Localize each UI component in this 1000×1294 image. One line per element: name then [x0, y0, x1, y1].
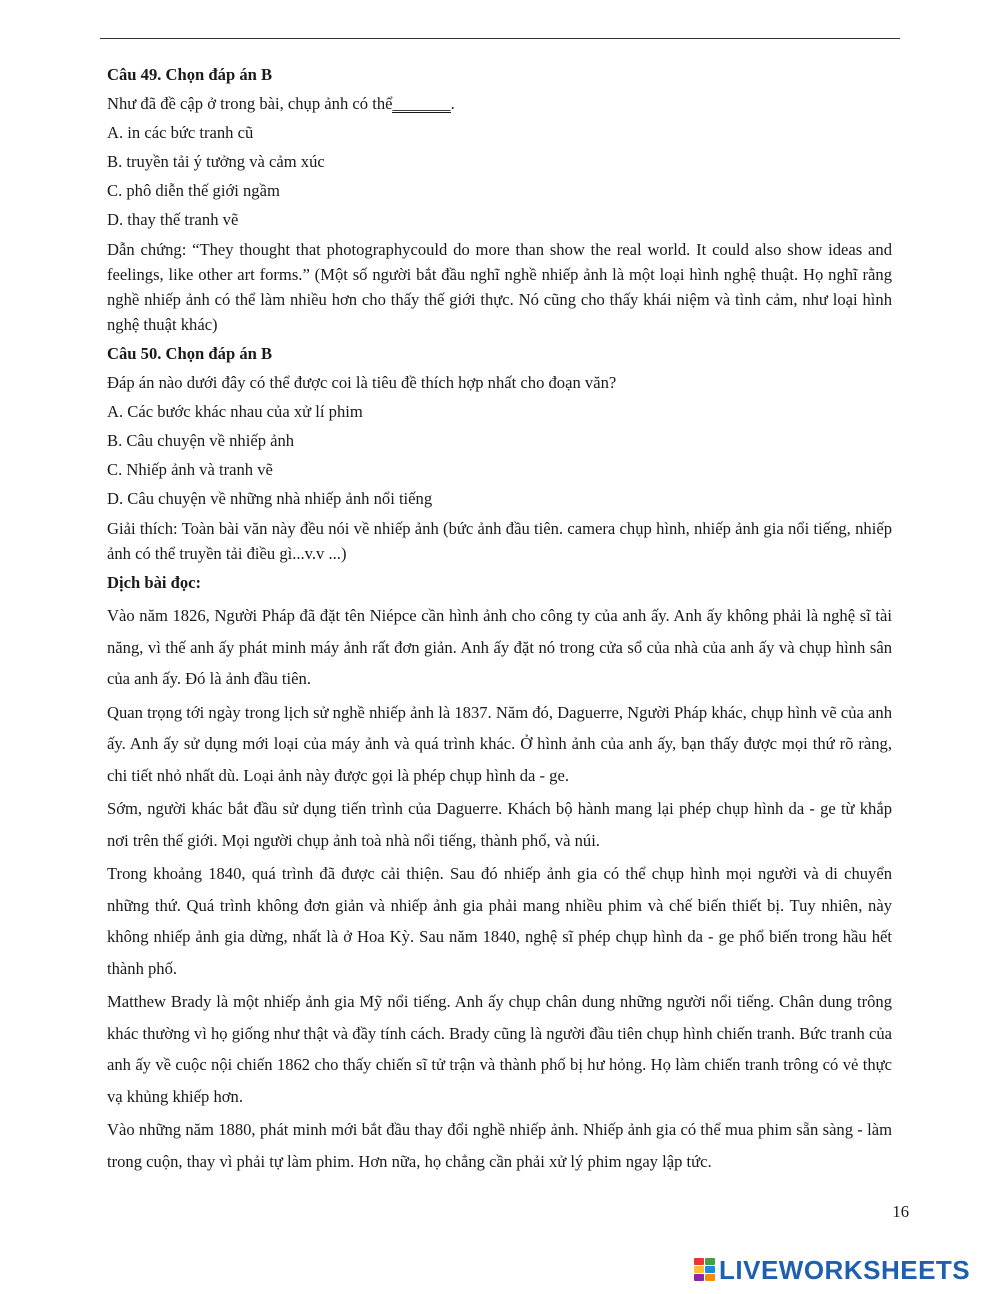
logo-cell — [705, 1266, 715, 1273]
q49-prompt — [107, 92, 892, 116]
liveworksheets-logo[interactable] — [694, 1256, 970, 1284]
q50-explanation: Giải thích: Toàn bài văn này đều nói về nhiếp ảnh (bức ảnh đầu tiên. camera chụp hình, nhiếp ảnh gia nổi tiếng, nhiếp ảnh có thể truyền tải điều gì...v.v ...) — [107, 519, 892, 563]
page-content — [107, 63, 892, 1179]
logo-cell — [705, 1274, 715, 1281]
q50-heading: Câu 50. Chọn đáp án B — [107, 344, 273, 363]
logo-cell — [694, 1258, 704, 1265]
page-number: 16 — [892, 1202, 909, 1221]
q49-option-c: C. phô diễn thế giới ngầm — [107, 181, 280, 200]
translation-paragraph: Vào năm 1826, Người Pháp đã đặt tên Niépce cần hình ảnh cho công ty của anh ấy. Anh ấy không phải là nghệ sĩ tài năng, vì thế anh ấy phát minh máy ảnh rất đơn giản. Anh ấy đặt nó trong cửa sổ của nhà của anh ấy và chụp hình sân của anh ấy. Đó là ảnh đầu tiên. — [107, 606, 892, 688]
q49-option-b: B. truyền tải ý tưởng và cảm xúc — [107, 152, 325, 171]
liveworksheets-logo-icon — [694, 1258, 716, 1282]
translation-heading: Dịch bài đọc: — [107, 573, 202, 592]
translation-paragraph: Sớm, người khác bắt đầu sử dụng tiến trình của Daguerre. Khách bộ hành mang lại phép chụp hình da - ge từ khắp nơi trên thế giới. Mọi người chụp ảnh toà nhà nổi tiếng, thành phố, và núi. — [107, 799, 892, 850]
q49-option-a: A. in các bức tranh cũ — [107, 123, 254, 142]
logo-cell — [694, 1266, 704, 1273]
q49-prompt-text: Như đã đề cập ở trong bài, chụp ảnh có thể — [107, 94, 393, 113]
liveworksheets-wordmark: LIVEWORKSHEETS — [719, 1255, 971, 1285]
q50-option-b: B. Câu chuyện về nhiếp ảnh — [107, 431, 295, 450]
translation-paragraph: Matthew Brady là một nhiếp ảnh gia Mỹ nổi tiếng. Anh ấy chụp chân dung những người nổi tiếng. Chân dung trông khác thường vì họ giống như thật và đầy tính cách. Brady cũng là người đầu tiên chụp hình chiến tranh. Bức tranh của anh ấy về cuộc nội chiến 1862 cho thấy chiến sĩ tử trận và thành phố bị hư hỏng. Họ làm chiến tranh trông có vẻ thực vạ khủng khiếp hơn. — [107, 992, 892, 1106]
q50-option-a: A. Các bước khác nhau của xử lí phim — [107, 402, 363, 421]
logo-cell — [705, 1258, 715, 1265]
q49-blank: _______ — [392, 94, 451, 113]
q49-heading: Câu 49. Chọn đáp án B — [107, 65, 273, 84]
q50-option-c: C. Nhiếp ảnh và tranh vẽ — [107, 460, 273, 479]
logo-cell — [694, 1274, 704, 1281]
translation-paragraph: Vào những năm 1880, phát minh mới bắt đầu thay đổi nghề nhiếp ảnh. Nhiếp ảnh gia có thể mua phim sẵn sàng - làm trong cuộn, thay vì phải tự làm phim. Hơn nữa, họ chẳng cần phải xử lý phim ngay lập tức. — [107, 1120, 892, 1171]
q50-option-d: D. Câu chuyện về những nhà nhiếp ảnh nổi tiếng — [107, 489, 433, 508]
header-rule — [100, 38, 900, 39]
translation-paragraph: Trong khoảng 1840, quá trình đã được cải thiện. Sau đó nhiếp ảnh gia có thể chụp hình mọi người và di chuyển những thứ. Quá trình không đơn giản và nhiếp ảnh gia phải mang nhiều phim và chế biến thiết bị. Tuy nhiên, này không nhiếp ảnh gia dừng, nhất là ở Hoa Kỳ. Sau năm 1840, nghệ sĩ phép chụp hình da - ge phổ biến trong hầu hết thành phố. — [107, 864, 892, 978]
q50-prompt: Đáp án nào dưới đây có thể được coi là tiêu đề thích hợp nhất cho đoạn văn? — [107, 373, 617, 392]
q49-option-d: D. thay thế tranh vẽ — [107, 210, 239, 229]
q49-prompt-end: . — [450, 94, 455, 113]
translation-paragraph: Quan trọng tới ngày trong lịch sử nghề nhiếp ảnh là 1837. Năm đó, Daguerre, Người Pháp khác, chụp hình vẽ của anh ấy. Anh ấy sử dụng mới loại của máy ảnh và quá trình khác. Ở hình ảnh của anh ấy, bạn thấy được mọi thứ rõ ràng, chi tiết nhỏ nhất dù. Loại ảnh này được gọi là phép chụp hình da - ge. — [107, 702, 892, 785]
q49-evidence: Dẫn chứng: “They thought that photographycould do more than show the real world. It could also show ideas and feelings, like other art forms.” (Một số người bắt đầu nghĩ nghề nhiếp ảnh là một loại hình nghệ thuật. Họ nghĩ rằng nghề nhiếp ảnh có thể làm nhiều hơn cho thấy thế giới thực. Nó cũng cho thấy khái niệm và tình cảm, như loại hình nghệ thuật khác) — [107, 240, 892, 334]
